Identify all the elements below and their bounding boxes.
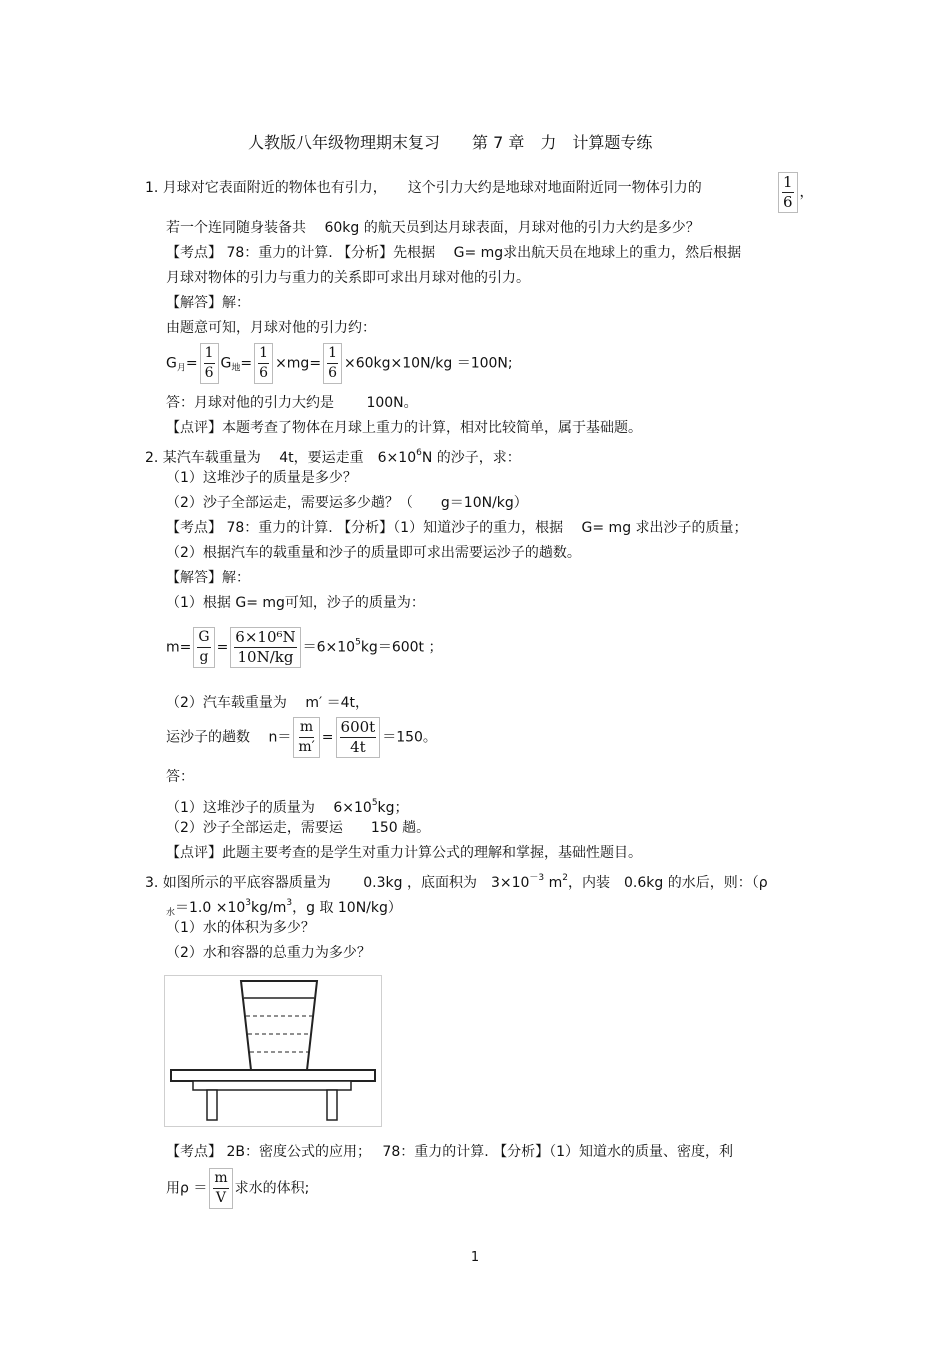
eq-text: ×mg= <box>275 355 322 372</box>
exponent: 3 <box>245 898 252 908</box>
q3-text: 求水的体积; <box>234 1180 310 1197</box>
subscript: 水 <box>166 908 176 918</box>
q2-text: N 的沙子，求： <box>421 450 521 466</box>
eq-equals: = <box>240 355 253 372</box>
exponent: 5 <box>355 637 361 648</box>
q2-answer-2: （2）沙子全部运走，需要运 150 趟。 <box>166 820 431 836</box>
eq-text: 运沙子的趟数 n＝ <box>166 729 292 746</box>
page-number: 1 <box>470 1250 480 1265</box>
fraction <box>200 343 219 384</box>
frac-denominator: 6 <box>204 365 214 381</box>
frac-numerator: 600t <box>340 718 376 736</box>
frac-denominator: V <box>215 1190 227 1206</box>
eq-text: ×60kg×10N/kg ＝100N; <box>343 355 513 372</box>
q1-comment: 【点评】本题考查了物体在月球上重力的计算，相对比较简单，属于基础题。 <box>166 420 642 436</box>
frac-numerator: m <box>299 718 314 738</box>
eq-symbol: G <box>220 355 232 372</box>
exponent: 5 <box>371 798 378 808</box>
frac-numerator: 1 <box>327 344 338 364</box>
fraction <box>336 717 381 758</box>
q1-line3: 【考点】 78：重力的计算. 【分析】先根据 G= mg求出航天员在地球上的重力，然后根据 <box>166 245 742 261</box>
eq-text: ＝150。 <box>382 729 437 746</box>
frac-numerator: 1 <box>258 344 269 364</box>
q1-answer: 答：月球对他的引力大约是 100N。 <box>166 395 418 411</box>
fraction <box>323 343 342 384</box>
q2-comment: 【点评】此题主要考查的是学生对重力计算公式的理解和掌握，基础性题目。 <box>166 845 642 861</box>
exponent: 6 <box>416 448 422 458</box>
frac-numerator: m <box>213 1169 228 1189</box>
q3-line5: 【考点】 2B：密度公式的应用； 78：重力的计算. 【分析】（1）知道水的质量、密度，利 <box>166 1144 734 1160</box>
q2-mass-equation <box>166 627 442 668</box>
frac-numerator: G <box>197 628 210 648</box>
eq-subscript: 地 <box>231 363 241 374</box>
q1-line1 <box>145 178 702 198</box>
q3-text: m <box>544 875 563 891</box>
fraction <box>230 627 300 668</box>
fraction <box>254 343 273 384</box>
q2-line2: （1）这堆沙子的质量是多少？ <box>166 470 357 486</box>
eq-subscript: 月 <box>176 363 186 374</box>
container-on-table-figure <box>164 975 382 1127</box>
frac-denominator: 6 <box>783 193 793 211</box>
frac-numerator: 1 <box>204 344 215 364</box>
q2-answer-1 <box>166 793 409 818</box>
q3-text: 用ρ ＝ <box>166 1180 208 1197</box>
eq-equals: = <box>216 639 229 656</box>
frac-denominator: 4t <box>350 738 366 756</box>
table-top <box>171 1070 375 1081</box>
q2-trips-equation <box>166 717 437 758</box>
table-leg <box>207 1090 217 1120</box>
q3-line6 <box>166 1168 309 1209</box>
table-frame <box>193 1081 351 1090</box>
eq-text: kg＝600t ； <box>360 639 443 656</box>
q3-text: 3. 如图所示的平底容器质量为 0.3kg ，底面积为 3×10 <box>145 875 530 891</box>
frac-denominator: g <box>199 649 209 665</box>
q2-line1 <box>145 443 521 468</box>
q2-line9: （2）汽车载重量为 m′ ＝4t， <box>166 695 370 711</box>
q2-text: （1）这堆沙子的质量为 6×10 <box>166 800 372 816</box>
q3-line4: （2）水和容器的总重力为多少？ <box>166 945 371 961</box>
container-shape <box>241 981 317 1070</box>
q1-line2: 若一个连同随身装备共 60kg 的航天员到达月球表面，月球对他的引力大约是多少？ <box>166 220 700 236</box>
q2-line3: （2）沙子全部运走，需要运多少趟？（ g＝10N/kg） <box>166 495 528 511</box>
container-illustration <box>165 976 381 1126</box>
q2-line4: 【考点】 78：重力的计算. 【分析】（1）知道沙子的重力，根据 G= mg 求出沙子的质量； <box>166 520 748 536</box>
q3-text: kg/m <box>251 900 287 916</box>
eq-text: ＝6×10 <box>302 639 356 656</box>
q2-text: 2. 某汽车载重量为 4t，要运走重 6×10 <box>145 450 417 466</box>
q1-line5: 【解答】解： <box>166 295 250 311</box>
page-title: 人教版八年级物理期末复习 第 7 章 力 计算题专练 <box>248 133 653 152</box>
q1-line1-end: ， <box>799 184 814 201</box>
exponent: 3 <box>286 898 293 908</box>
q3-line3: （1）水的体积为多少？ <box>166 920 315 936</box>
q3-text: ＝1.0 ×10 <box>175 900 246 916</box>
q2-text: kg； <box>377 800 409 816</box>
frac-denominator: 10N/kg <box>237 648 294 666</box>
q2-answer: 答： <box>166 769 194 785</box>
q1-line4: 月球对物体的引力与重力的关系即可求出月球对他的引力。 <box>166 270 530 286</box>
frac-denominator: 6 <box>259 365 269 381</box>
exponent: 2 <box>562 873 568 883</box>
frac-denominator: 6 <box>328 365 337 381</box>
one-sixth-fraction <box>778 172 798 213</box>
eq-symbol: G <box>166 355 177 372</box>
q1-fraction <box>776 172 814 213</box>
q2-line6: 【解答】解： <box>166 570 250 586</box>
q2-line5: （2）根据汽车的载重量和沙子的质量即可求出需要运沙子的趟数。 <box>166 545 581 561</box>
q3-text: ，内装 0.6kg 的水后，则：（ρ <box>567 875 768 891</box>
q2-line7: （1）根据 G= mg可知，沙子的质量为： <box>166 595 425 611</box>
exponent: －3 <box>529 873 545 883</box>
q1-equation <box>166 343 513 384</box>
frac-numerator: 1 <box>783 173 793 191</box>
q1-text: 1. 月球对它表面附近的物体也有引力， 这个引力大约是地球对地面附近同一物体引力的 <box>145 180 702 196</box>
fraction <box>193 627 214 668</box>
frac-denominator: m′ <box>298 739 315 755</box>
eq-equals: = <box>321 729 334 746</box>
fraction <box>293 717 319 758</box>
q1-line6: 由题意可知，月球对他的引力约： <box>166 320 376 336</box>
q3-text: ，g 取 10N/kg） <box>292 900 402 916</box>
fraction <box>209 1168 232 1209</box>
q3-line1 <box>145 868 768 893</box>
frac-numerator: 6×10⁶N <box>235 628 296 646</box>
table-leg <box>327 1090 337 1120</box>
eq-text: m= <box>166 639 192 656</box>
eq-equals: = <box>185 355 198 372</box>
